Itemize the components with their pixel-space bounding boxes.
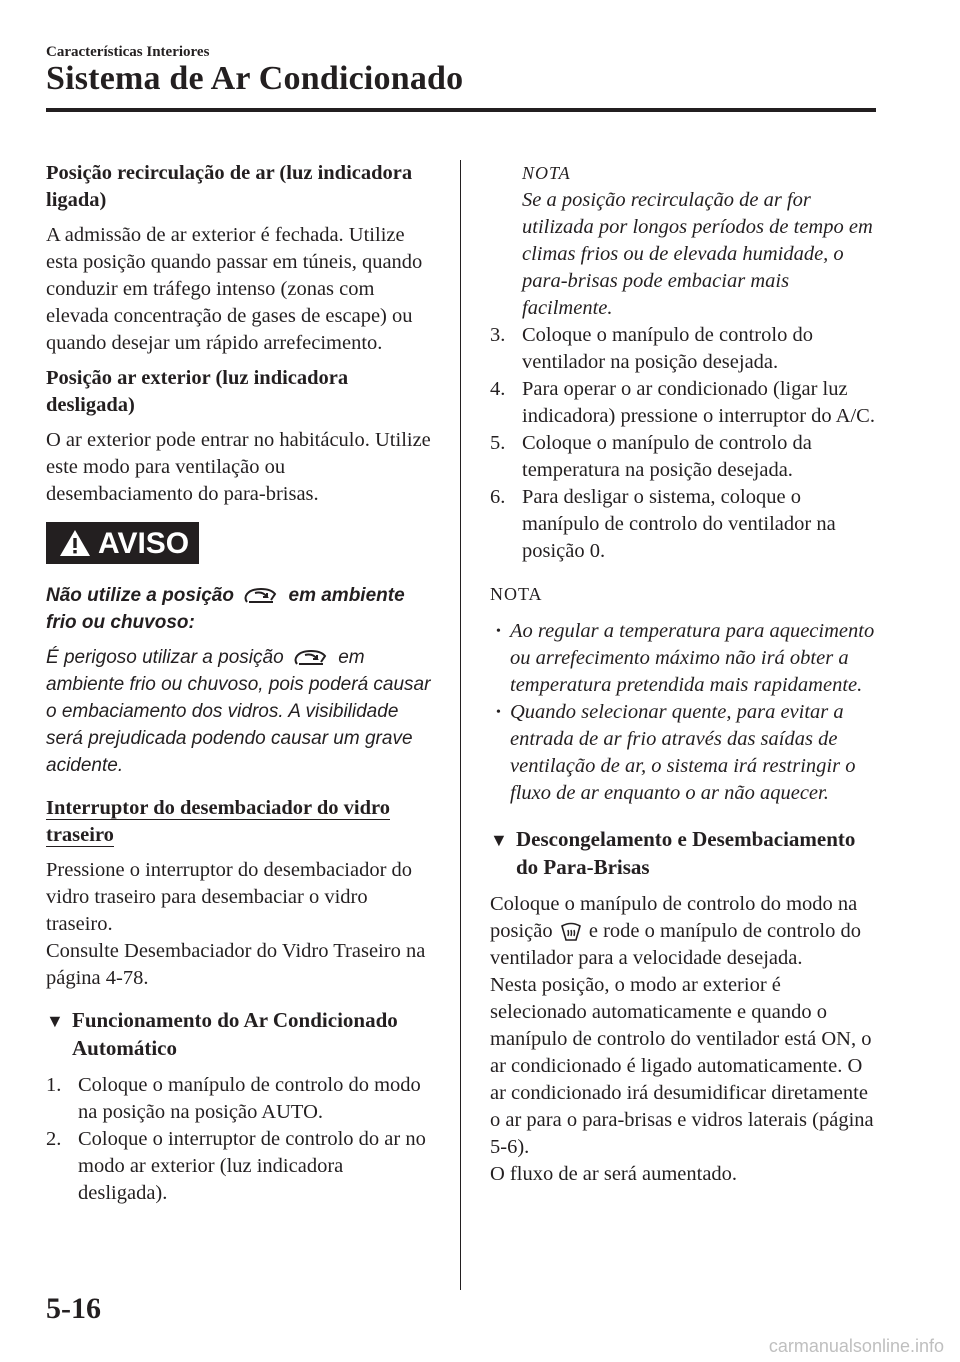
list-item xyxy=(490,376,880,430)
nota-text: Se a posição recirculação de ar for utilizada por longos períodos de tempo em climas frios ou de elevada humidade, o para-brisas pode embaciar mais facilmente. xyxy=(522,189,873,319)
rear-defroster-heading xyxy=(46,795,436,849)
defrost-body xyxy=(490,891,880,972)
rear-defroster-body: Pressione o interruptor do desembaciador do vidro traseiro para desembaciar o vidro traseiro. xyxy=(46,859,413,935)
step-text: Para desligar o sistema, coloque o manípulo de controlo do ventilador na posição 0. xyxy=(522,486,836,562)
column-divider xyxy=(460,160,461,1290)
list-item xyxy=(490,618,880,699)
list-item xyxy=(490,430,880,484)
bullet-icon: • xyxy=(496,624,501,639)
step-number: 6. xyxy=(490,486,506,508)
rear-defroster-ref: Consulte Desembaciador do Vidro Traseiro na página 4-78. xyxy=(46,940,426,989)
warning-body xyxy=(46,644,436,779)
step-number: 2. xyxy=(46,1128,62,1150)
triangle-down-icon: ▼ xyxy=(46,1011,64,1031)
step-number: 1. xyxy=(46,1074,62,1096)
watermark: carmanualsonline.info xyxy=(768,1336,944,1356)
page-number: 5-16 xyxy=(46,1292,101,1325)
auto-ac-heading-text: Funcionamento do Ar Condicionado Automático xyxy=(72,1008,398,1060)
right-column xyxy=(490,160,880,1188)
auto-steps-list xyxy=(46,1072,436,1207)
step-text: Coloque o interruptor de controlo do ar no modo ar exterior (luz indicadora desligada). xyxy=(78,1128,426,1204)
defrost-body-b: e rode o manípulo de controlo do ventilador para a velocidade desejada. xyxy=(490,920,862,969)
nota-block xyxy=(490,160,880,322)
recirculation-icon xyxy=(241,586,281,606)
page-title: Sistema de Ar Condicionado xyxy=(46,60,464,97)
defrost-body-3: O fluxo de ar será aumentado. xyxy=(490,1163,738,1185)
step-text: Coloque o manípulo de controlo do modo na posição na posição AUTO. xyxy=(78,1074,421,1123)
section-label: Características Interiores xyxy=(46,44,210,60)
step-number: 5. xyxy=(490,432,506,454)
nota2-label: NOTA xyxy=(490,584,543,604)
header-rule xyxy=(46,108,876,112)
recirc-heading: Posição recirculação de ar (luz indicadora ligada) xyxy=(46,162,413,211)
step-number: 3. xyxy=(490,324,506,346)
windshield-defrost-icon xyxy=(560,922,582,942)
outside-air-body: O ar exterior pode entrar no habitáculo. Utilize este modo para ventilação ou desembaciamento do para-brisas. xyxy=(46,429,431,505)
list-item xyxy=(46,1072,436,1126)
bullet-text: Quando selecionar quente, para evitar a entrada de ar frio através das saídas de ventilação de ar, o sistema irá restringir o fluxo de ar enquanto o ar não aquecer. xyxy=(510,701,856,804)
recirculation-icon xyxy=(291,648,331,668)
outside-air-heading: Posição ar exterior (luz indicadora desligada) xyxy=(46,367,349,416)
warning-heading-a: Não utilize a posição xyxy=(46,585,234,606)
defrost-body-a: Coloque o manípulo de controlo do modo na posição xyxy=(490,893,858,942)
warning-heading-b: em ambiente frio ou chuvoso: xyxy=(46,585,405,633)
aviso-text: AVISO xyxy=(98,526,190,560)
recirc-body: A admissão de ar exterior é fechada. Utilize esta posição quando passar em túneis, quando conduzir em tráfego intenso (zonas com elevada concentração de gases de escape) ou quando desejar um rápido arrefecimento. xyxy=(46,224,423,354)
warning-triangle-icon xyxy=(58,528,92,558)
defrost-heading-text: Descongelamento e Desembaciamento do Para-Brisas xyxy=(516,827,856,879)
list-item xyxy=(490,322,880,376)
steps-list xyxy=(490,322,880,565)
step-text: Coloque o manípulo de controlo da temperatura na posição desejada. xyxy=(522,432,812,481)
step-text: Coloque o manípulo de controlo do ventilador na posição desejada. xyxy=(522,324,813,373)
list-item xyxy=(46,1126,436,1207)
step-text: Para operar o ar condicionado (ligar luz indicadora) pressione o interruptor do A/C. xyxy=(522,378,875,427)
list-item xyxy=(490,699,880,807)
step-number: 4. xyxy=(490,378,506,400)
nota-label: NOTA xyxy=(522,163,571,183)
list-item xyxy=(490,484,880,565)
rear-defroster-heading-text: Interruptor do desembaciador do vidro traseiro xyxy=(46,797,390,846)
bullet-icon: • xyxy=(496,705,501,720)
left-column xyxy=(46,160,436,1207)
aviso-label xyxy=(46,522,199,564)
auto-ac-heading xyxy=(46,1006,436,1062)
warning-heading xyxy=(46,582,436,636)
warning-body-a: É perigoso utilizar a posição xyxy=(46,647,284,668)
defrost-body-2: Nesta posição, o modo ar exterior é selecionado automaticamente e quando o manípulo de controlo do ventilador está ON, o ar condicionado é ligado automaticamente. O ar condicionado irá desumidificar diretamente o ar para o para-brisas e vidros laterais (página 5-6). xyxy=(490,974,874,1158)
triangle-down-icon: ▼ xyxy=(490,830,508,850)
bullet-text: Ao regular a temperatura para aquecimento ou arrefecimento máximo não irá obter a temperatura pretendida mais rapidamente. xyxy=(510,620,875,696)
warning-body-b: em ambiente frio ou chuvoso, pois poderá causar o embaciamento dos vidros. A visibilidade será prejudicada podendo causar um grave acidente. xyxy=(46,647,431,776)
defrost-heading xyxy=(490,825,880,881)
